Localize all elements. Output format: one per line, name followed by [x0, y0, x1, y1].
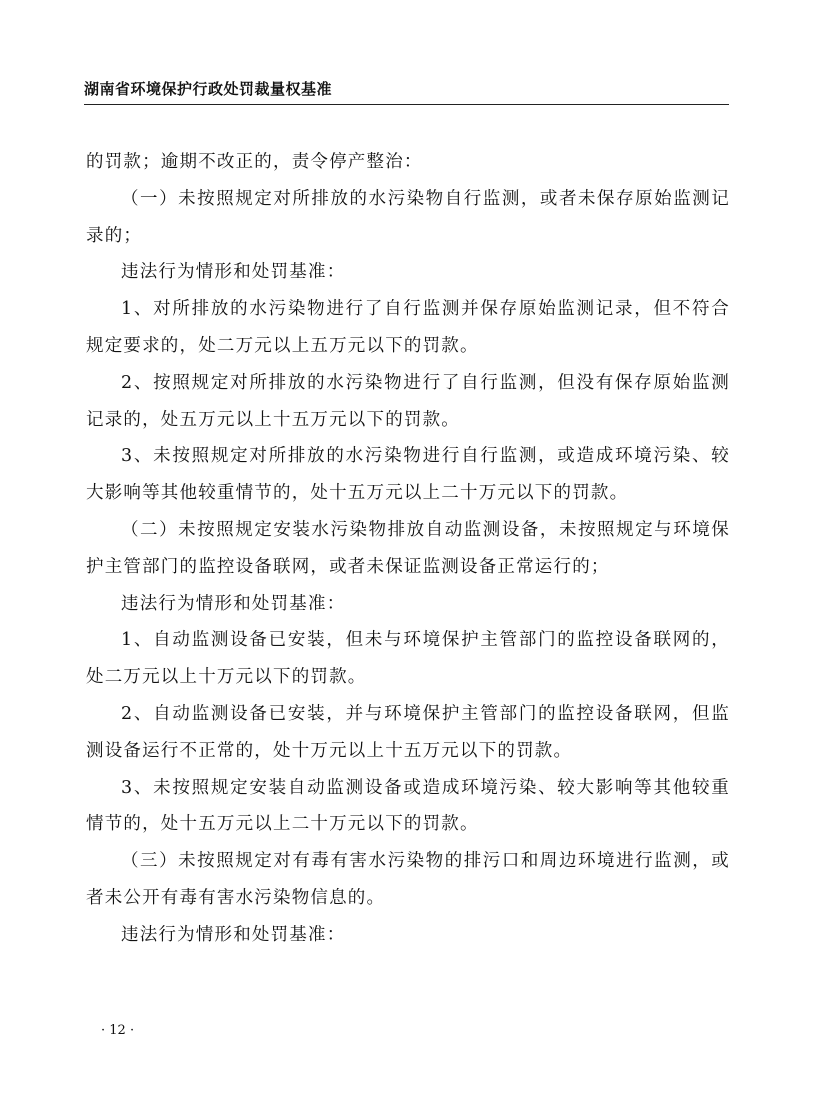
document-body [86, 144, 730, 954]
clause-three-heading: （三）未按照规定对有毒有害水污染物的排污口和周边环境进行监测，或者未公开有毒有害水污染物信息的。 [86, 851, 730, 908]
clause-two-heading: （二）未按照规定安装水污染物排放自动监测设备，未按照规定与环境保护主管部门的监控设备联网，或者未保证监测设备正常运行的； [86, 519, 730, 577]
list-item: 3、未按照规定安装自动监测设备或造成环境污染、较大影响等其他较重情节的，处十五万元以上二十万元以下的罚款。 [86, 777, 730, 835]
penalty-criteria-label: 违法行为情形和处罚基准： [121, 593, 346, 614]
list-item: 2、按照规定对所排放的水污染物进行了自行监测，但没有保存原始监测记录的，处五万元以上十五万元以下的罚款。 [86, 372, 730, 430]
running-header-title: 湖南省环境保护行政处罚裁量权基准 [84, 80, 333, 98]
header-divider [84, 104, 729, 105]
page-number: · 12 · [101, 1023, 135, 1038]
clause-one-heading: （一）未按照规定对所排放的水污染物自行监测，或者未保存原始监测记录的； [86, 188, 730, 246]
list-item: 1、对所排放的水污染物进行了自行监测并保存原始监测记录，但不符合规定要求的，处二万元以上五万元以下的罚款。 [86, 299, 730, 356]
list-item: 3、未按照规定对所排放的水污染物进行自行监测，或造成环境污染、较大影响等其他较重情节的，处十五万元以上二十万元以下的罚款。 [86, 446, 730, 504]
paragraph-continuation: 的罚款；逾期不改正的，责令停产整治： [86, 152, 423, 172]
penalty-criteria-label: 违法行为情形和处罚基准： [121, 262, 346, 283]
list-item: 2、自动监测设备已安装，并与环境保护主管部门的监控设备联网，但监测设备运行不正常的，处十万元以上十五万元以下的罚款。 [86, 703, 730, 761]
list-item: 1、自动监测设备已安装，但未与环境保护主管部门的监控设备联网的，处二万元以上十万元以下的罚款。 [86, 630, 730, 688]
penalty-criteria-label: 违法行为情形和处罚基准： [121, 924, 346, 945]
